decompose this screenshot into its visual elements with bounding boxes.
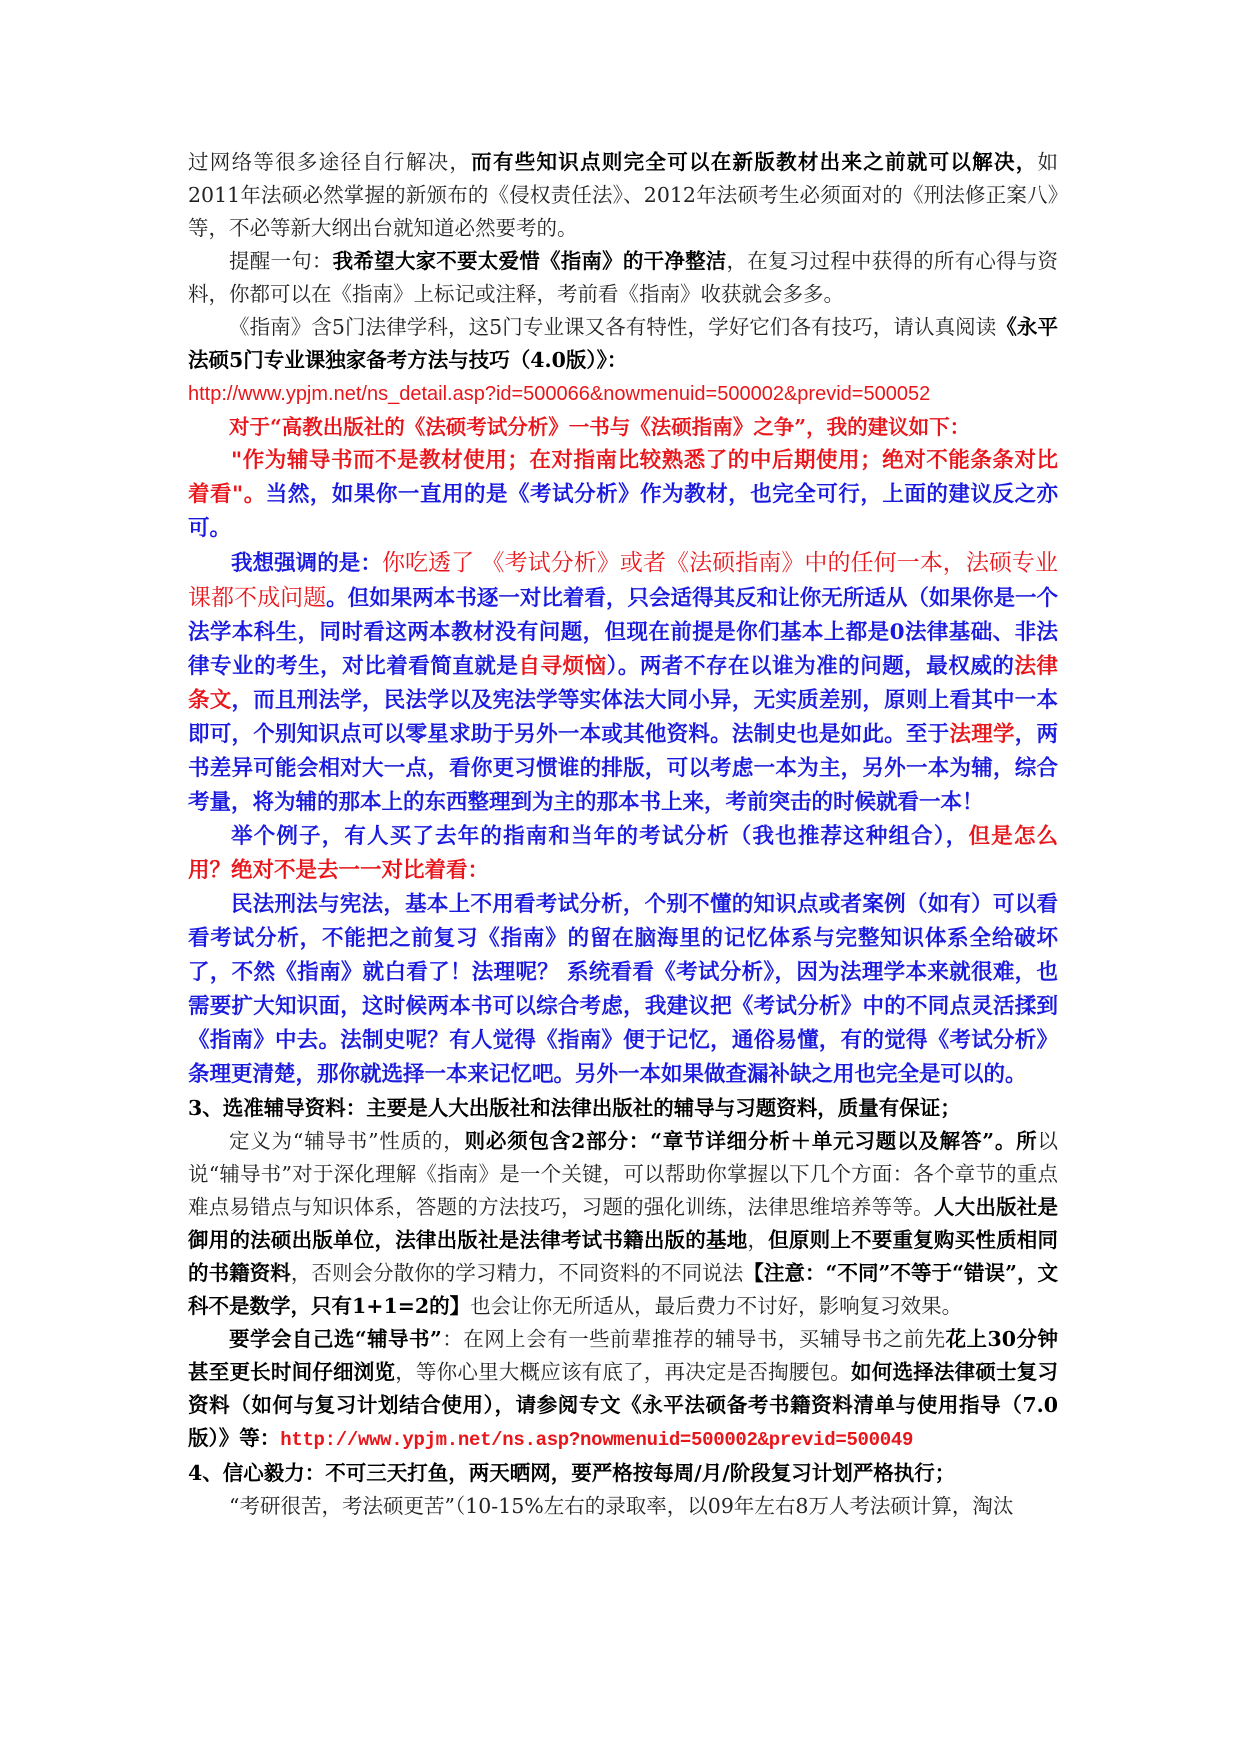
- bold-text: 则必须包含2部分：“章节详细分析＋单元习题以及解答”。所: [464, 1129, 1038, 1153]
- red-emphasis-text: 你吃透了 《考试分析》或者《法硕指南》中的任何一本，法硕专业课都不成问题: [188, 550, 1058, 611]
- paragraph-6: [188, 546, 1058, 820]
- text: ，在复习过程中获得的所有心得与资料，你都可以在《指南》上标记或注释，考前看《指南》收获就会多多。: [188, 249, 1059, 306]
- paragraph-10: [188, 1323, 1058, 1457]
- url-link[interactable]: http://www.ypjm.net/ns_detail.asp?id=500066&nowmenuid=500002&previd=500052: [188, 383, 931, 405]
- text: 以说“辅导书”对于深化理解《指南》是一个关键，可以帮助你掌握以下几个方面：各个章节的重点难点易错点与知识体系，答题的方法技巧，习题的强化训练，法律思维培养等等。: [188, 1129, 1058, 1219]
- text: 定义为“辅导书”性质的，: [229, 1129, 465, 1153]
- text: 也会让你无所适从，最后费力不讨好，影响复习效果。: [470, 1294, 963, 1318]
- text: ：在网上会有一些前辈推荐的辅导书，买辅导书之前先: [441, 1327, 946, 1351]
- heading-4: 4、信心毅力：不可三天打鱼，两天晒网，要严格按每周/月/阶段复习计划严格执行；: [188, 1461, 956, 1485]
- text: 如2011年法硕必然掌握的新颁布的《侵权责任法》、2012年法硕考生必须面对的《刑法修正案八》等，不必等新大纲出台就知道必然要考的。: [188, 150, 1059, 240]
- bold-text: 而有些知识点则完全可以在新版教材出来之前就可以解决，: [471, 150, 1038, 174]
- blue-text: 举个例子，有人买了去年的指南和当年的考试分析（我也推荐这种组合），: [231, 824, 969, 849]
- paragraph-9: [188, 1125, 1058, 1323]
- paragraph-1: [188, 146, 1058, 245]
- blue-text: 当然，如果你一直用的是《考试分析》作为教材，也完全可行，上面的建议反之亦可。: [188, 482, 1059, 541]
- bold-text: 花上30分钟甚至更长时间仔细浏览: [188, 1327, 1058, 1384]
- bold-text: 如何选择法律硕士复习资料（如何与复习计划结合使用），请参阅专文《永平法硕备考书籍资料清单与使用指导（7.0版）》等：: [188, 1360, 1059, 1450]
- bold-text: 人大出版社是御用的法硕出版单位，法律出版社是法律考试书籍出版的基地: [188, 1195, 1059, 1252]
- paragraph-4: 对于“高教出版社的《法硕考试分析》一书与《法硕指南》之争”，我的建议如下：: [229, 415, 971, 439]
- url-link[interactable]: http://www.ypjm.net/ns.asp?nowmenuid=500002&previd=500049: [280, 1429, 914, 1451]
- text: 提醒一句：: [229, 249, 333, 273]
- red-text: 法理学: [949, 722, 1015, 747]
- red-text: 法律条文: [188, 654, 1058, 713]
- document-body: [188, 146, 1058, 1523]
- bold-text: 我希望大家不要太爱惜《指南》的干净整洁: [332, 249, 727, 273]
- text: 过网络等很多途径自行解决，: [188, 150, 472, 174]
- blue-text: ）。两者不存在以谁为准的问题，最权威的: [606, 654, 1015, 679]
- heading-3: 3、选准辅导资料：主要是人大出版社和法律出版社的辅导与习题资料，质量有保证；: [188, 1096, 961, 1120]
- bold-text: 但原则上不要重复购买性质相同的书籍资料: [188, 1228, 1059, 1285]
- paragraph-5: [188, 444, 1058, 546]
- text: 《指南》含5门法律学科，这5门专业课又各有特性，学好它们各有技巧，请认真阅读: [229, 315, 997, 339]
- red-text: 但是怎么用？绝对不是去一一对比着看：: [188, 824, 1058, 883]
- bold-text: 《永平法硕5门专业课独家备考方法与技巧（4.0版）》：: [188, 315, 1058, 372]
- paragraph-7: [188, 820, 1058, 888]
- blue-text: 。但如果两本书逐一对比着看，只会适得其反和让你无所适从（如果你是一个法学本科生，同时看这两本教材没有问题，但现在前提是你们基本上都是0法律基础、非法律专业的考生，对比着看简直就是: [188, 586, 1058, 679]
- text: ，: [747, 1228, 769, 1252]
- paragraph-2: [188, 245, 1058, 311]
- red-text: "作为辅导书而不是教材使用；在对指南比较熟悉了的中后期使用；绝对不能条条对比着看"。: [188, 448, 1058, 507]
- paragraph-11: “考研很苦，考法硕更苦”（10-15%左右的录取率，以09年左右8万人考法硕计算，淘汰: [229, 1494, 1014, 1518]
- text: ，等你心里大概应该有底了，再决定是否掏腰包。: [395, 1360, 852, 1384]
- blue-text: ，两书差异可能会相对大一点，看你更习惯谁的排版，可以考虑一本为主，另外一本为辅，综合考量，将为辅的那本上的东西整理到为主的那本书上来，考前突击的时候就看一本！: [188, 722, 1058, 815]
- text: ，否则会分散你的学习精力，不同资料的不同说法: [290, 1261, 744, 1285]
- paragraph-3: [188, 311, 1058, 411]
- bold-text: 要学会自己选“辅导书”: [229, 1327, 442, 1351]
- paragraph-8: 民法刑法与宪法，基本上不用看考试分析，个别不懂的知识点或者案例（如有）可以看看考试分析，不能把之前复习《指南》的留在脑海里的记忆体系与完整知识体系全给破坏了，不然《指南》就白看了！法理呢？ 系统看看《考试分析》，因为法理学本来就很难，也需要扩大知识面，这时候两本书可以综合考虑，我建议把《考试分析》中的不同点灵活揉到《指南》中去。法制史呢？有人觉得《指南》便于记忆，通俗易懂，有的觉得《考试分析》条理更清楚，那你就选择一本来记忆吧。另外一本如果做查漏补缺之用也完全是可以的。: [188, 892, 1058, 1087]
- bold-text: 【注意：“不同”不等于“错误”，文科不是数学，只有1+1=2的】: [188, 1261, 1059, 1318]
- blue-text: 我想强调的是：: [231, 551, 382, 576]
- red-text: 自寻烦恼: [518, 654, 607, 679]
- blue-text: ，而且刑法学，民法学以及宪法学等实体法大同小异，无实质差别，原则上看其中一本即可，个别知识点可以零星求助于另外一本或其他资料。法制史也是如此。至于: [188, 688, 1058, 747]
